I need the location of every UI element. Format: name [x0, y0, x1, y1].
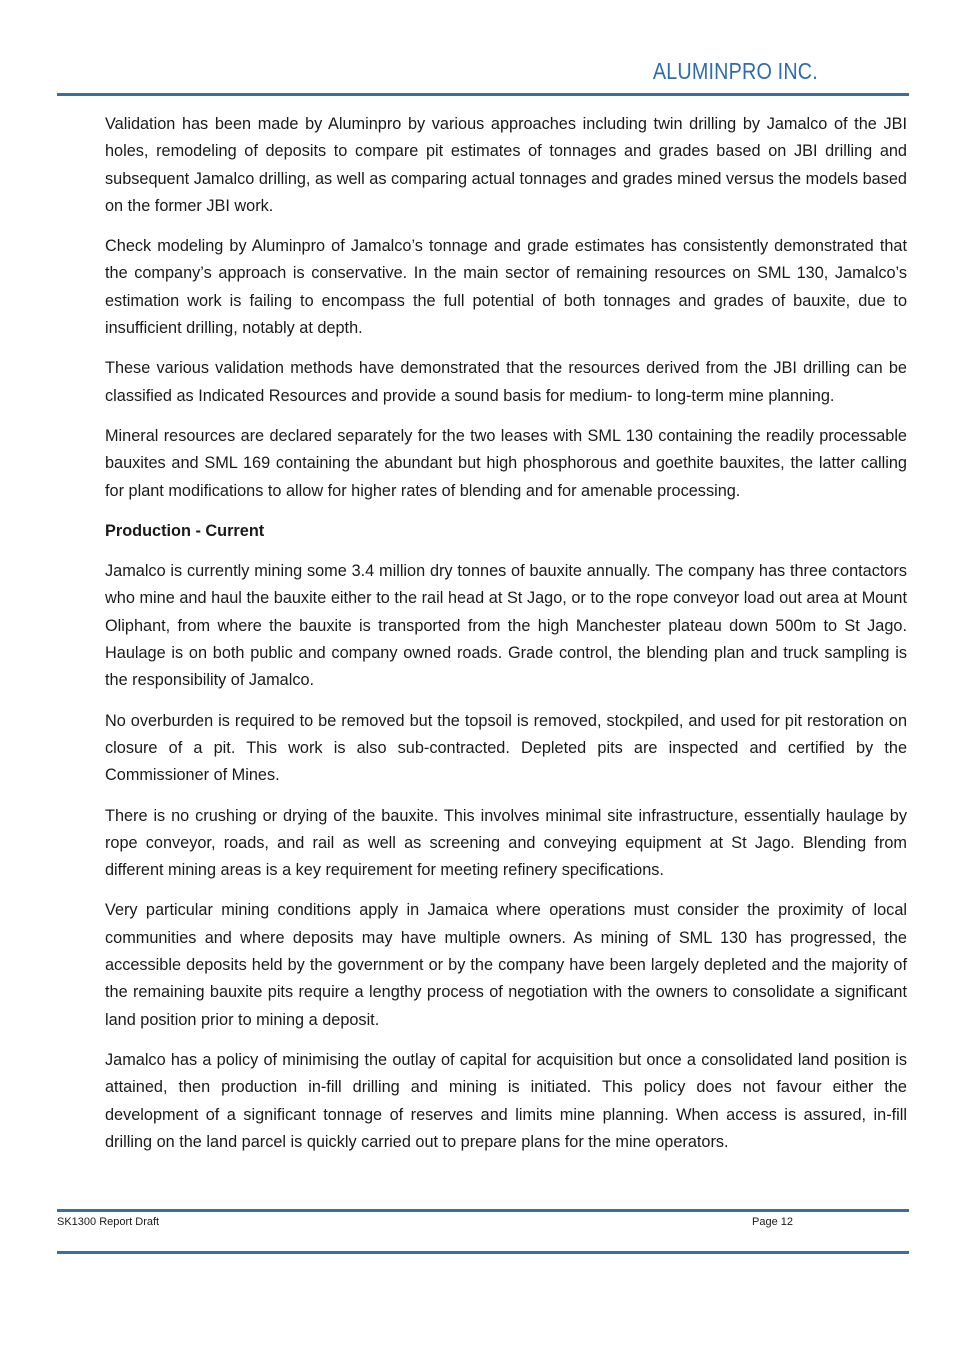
body-paragraph: No overburden is required to be removed but the topsoil is removed, stockpiled, and used for pit restoration on closure of a pit. This work is also sub-contracted. Depleted pits are inspected and certified by the Commissioner of Mines.	[105, 711, 907, 785]
body-paragraph: Validation has been made by Aluminpro by various approaches including twin drilling by Jamalco of the JBI holes, remodeling of deposits to compare pit estimates of tonnages and grades based on JBI drilling and subsequent Jamalco drilling, as well as comparing actual tonnages and grades mined versus the models based on the former JBI work.	[105, 115, 907, 215]
footer-page-number: Page 12	[752, 1216, 793, 1228]
body-paragraph: Jamalco has a policy of minimising the outlay of capital for acquisition but once a consolidated land position is attained, then production in-fill drilling and mining is initiated. This policy does not favour either the development of a significant tonnage of reserves and limits mine planning. When access is assured, in-fill drilling on the land parcel is quickly carried out to prepare plans for the mine operators.	[105, 1050, 907, 1151]
body-paragraph: Very particular mining conditions apply in Jamaica where operations must consider the proximity of local communities and where deposits may have multiple owners. As mining of SML 130 has progressed, the accessible deposits held by the government or by the company have been largely depleted and the majority of the remaining bauxite pits require a lengthy process of negotiation with the owners to consolidate a significant land position prior to mining a deposit.	[105, 901, 907, 1029]
document-body	[105, 111, 907, 1169]
body-paragraph: These various validation methods have demonstrated that the resources derived from the JBI drilling can be classified as Indicated Resources and provide a sound basis for medium- to long-term mine planning.	[105, 359, 907, 405]
footer-document-title: SK1300 Report Draft	[57, 1216, 160, 1228]
company-header-title: ALUMINPRO INC.	[652, 58, 818, 84]
body-paragraph: Mineral resources are declared separately for the two leases with SML 130 containing the readily processable bauxites and SML 169 containing the abundant but high phosphorous and goethite bauxites, the latter calling for plant modifications to allow for higher rates of blending and for amenable processing.	[105, 426, 907, 500]
footer-bottom-divider	[57, 1251, 909, 1254]
section-heading: Production - Current	[105, 521, 265, 540]
header-divider	[57, 93, 909, 96]
body-paragraph: There is no crushing or drying of the bauxite. This involves minimal site infrastructure, essentially haulage by rope conveyor, roads, and rail as well as screening and conveying equipment at St Jago. Blending from different mining areas is a key requirement for meeting refinery specifications.	[105, 806, 907, 880]
body-paragraph: Check modeling by Aluminpro of Jamalco’s tonnage and grade estimates has consistently demonstrated that the company’s approach is conservative. In the main sector of remaining resources on SML 130, Jamalco’s estimation work is failing to encompass the full potential of both tonnages and grades of bauxite, due to insufficient drilling, notably at depth.	[105, 237, 907, 338]
footer-top-divider	[57, 1209, 909, 1212]
body-paragraph: Jamalco is currently mining some 3.4 million dry tonnes of bauxite annually. The company has three contactors who mine and haul the bauxite either to the rail head at St Jago, or to the rope conveyor load out area at Mount Oliphant, from where the bauxite is transported from the high Manchester plateau down 500m to St Jago. Haulage is on both public and company owned roads. Grade control, the blending plan and truck sampling is the responsibility of Jamalco.	[105, 562, 907, 690]
